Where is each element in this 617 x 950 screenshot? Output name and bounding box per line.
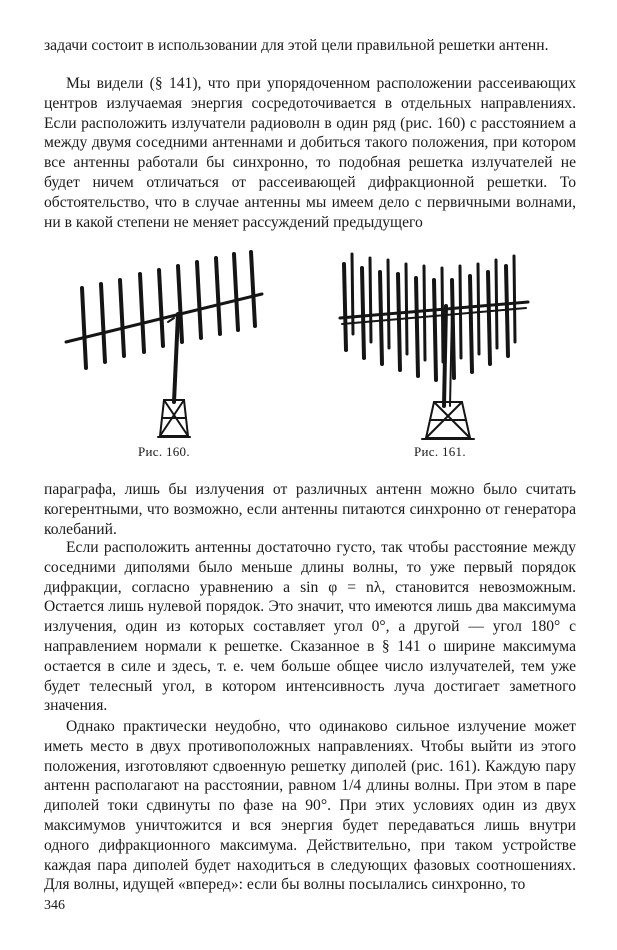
- figure-160-caption: Рис. 160.: [138, 444, 190, 459]
- paragraph-5: Однако практически неудобно, что одинаково сильное излучение может иметь место в двух противоположных направлениях. Чтобы выйти из этого положения, изготовляют сдвоенную решетку диполей (рис. 161). Каждую пару антенн располагают на расстоянии, равном 1/4 длины волны. При этом в паре диполей токи сдвинуты по фазе на 90°. При этих условиях один из двух максимумов уничтожится и вся энергия будет передаваться лишь внутри одного дифракционного максимума. Действительно, при таком устройстве каждая пара диполей будет находиться в следующих фазовых соотношениях. Для волны, идущей «вперед»: если бы волны посылались синхронно, то: [44, 718, 576, 894]
- paragraph-2: Мы видели (§ 141), что при упорядоченном расположении рассеивающих центров излучаемая энергия сосредоточивается в отдельных направлениях. Если расположить излучатели радиоволн в один ряд (рис. 160) с расстоянием a между двумя соседними антеннами и добиться такого положения, при котором все антенны работали бы синхронно, то подобная решетка излучателей не будет ничем отличаться от рассеивающей дифракционной решетки. То обстоятельство, что в случае антенны мы имеем дело с первичными волнами, ни в какой степени не меняет рассуждений предыдущего: [44, 75, 576, 231]
- paragraph-1: задачи состоит в использовании для этой цели правильной решетки антенн.: [44, 37, 549, 54]
- figure-161-caption: Рис. 161.: [414, 444, 466, 459]
- antenna-array-figure-160: [62, 250, 272, 442]
- double-dipole-array-figure-161: [336, 246, 532, 442]
- paragraph-3: параграфа, лишь бы излучения от различных антенн можно было считать когерентными, что возможно, если антенны питаются синхронно от генератора колебаний.: [44, 481, 576, 538]
- page-number: 346: [44, 898, 65, 913]
- paragraph-4: Если расположить антенны достаточно густо, так чтобы расстояние между соседними диполями было меньше длины волны, то уже первый порядок дифракции, согласно уравнению a sin φ = nλ, становится невозможным. Остается лишь нулевой порядок. Это значит, что имеются лишь два максимума излучения, один из которых составляет угол 0°, а другой — угол 180° с направлением нормали к решетке. Сказанное в § 141 о ширине максимума остается в силе и здесь, т. е. чем больше общее число излучателей, тем уже будет телесный угол, в котором интенсивность луча достигает заметного значения.: [44, 539, 576, 715]
